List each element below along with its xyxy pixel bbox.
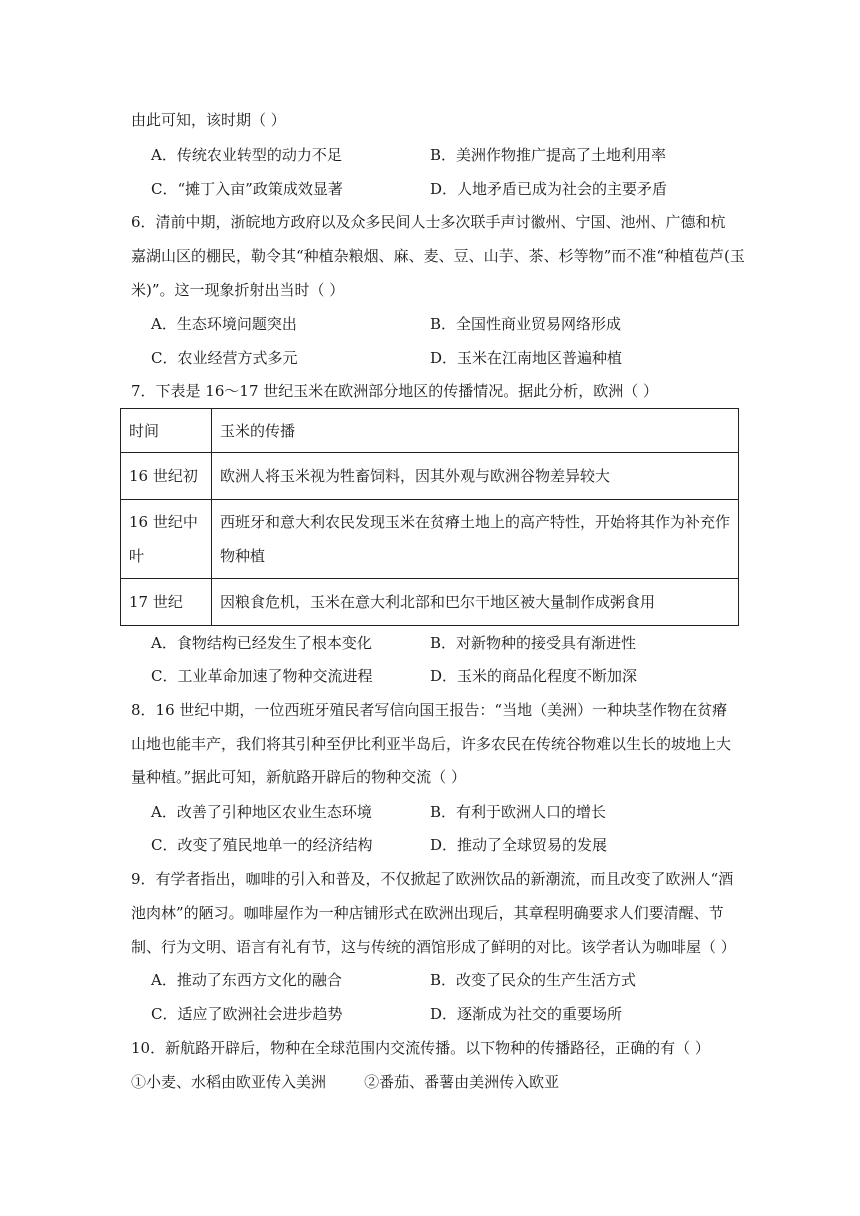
row3-content: 因粮食危机，玉米在意大利北部和巴尔干地区被大量制作成粥食用 [212, 579, 739, 626]
header-time: 时间 [121, 409, 212, 453]
q5-option-d: D．人地矛盾已成为社会的主要矛盾 [430, 180, 668, 198]
q10-items: ①小麦、水稻由欧亚传入美洲 ②番茄、番薯由美洲传入欧亚 [131, 1073, 560, 1091]
q6-option-a: A．生态环境问题突出 [151, 315, 297, 333]
row2-content [212, 500, 739, 579]
q9-option-b: B．改变了民众的生产生活方式 [430, 971, 637, 989]
q7-table [120, 408, 739, 626]
q9-stem-line-1: 9．有学者指出，咖啡的引入和普及，不仅掀起了欧洲饮品的新潮流，而且改变了欧洲人“酒 [131, 870, 734, 888]
q8-option-d: D．推动了全球贸易的发展 [430, 836, 608, 854]
table-header-row [121, 409, 739, 453]
q6-option-d: D．玉米在江南地区普遍种植 [430, 349, 623, 367]
table-row [121, 453, 739, 500]
q6-option-b: B．全国性商业贸易网络形成 [430, 315, 622, 333]
q6-stem-line-3: 米)”。这一现象折射出当时（ ） [131, 281, 345, 299]
q10-stem: 10．新航路开辟后，物种在全球范围内交流传播。以下物种的传播路径，正确的有（ ） [131, 1039, 710, 1057]
q5-option-c: C．“摊丁入亩”政策成效显著 [151, 180, 343, 198]
q8-stem-line-1: 8．16 世纪中期，一位西班牙殖民者写信向国王报告：“当地（美洲）一种块茎作物在贫瘠 [131, 701, 728, 719]
q5-stem-tail: 由此可知，该时期（ ） [131, 111, 286, 129]
q9-stem-line-3: 制、行为文明、语言有礼有节，这与传统的酒馆形成了鲜明的对比。该学者认为咖啡屋（ ） [131, 938, 736, 956]
q9-stem-line-2: 池肉林”的陋习。咖啡屋作为一种店铺形式在欧洲出现后，其章程明确要求人们要清醒、节 [131, 904, 724, 922]
row2-time-line-1: 16 世纪中 [129, 513, 198, 531]
q7-option-a: A．食物结构已经发生了根本变化 [151, 634, 372, 652]
q7-stem: 7．下表是 16～17 世纪玉米在欧洲部分地区的传播情况。据此分析，欧洲（ ） [131, 382, 659, 400]
q9-option-c: C．适应了欧洲社会进步趋势 [151, 1005, 343, 1023]
q9-option-a: A．推动了东西方文化的融合 [151, 971, 342, 989]
row2-content-line-2: 物种植 [220, 547, 266, 565]
row1-content: 欧洲人将玉米视为牲畜饲料，因其外观与欧洲谷物差异较大 [212, 453, 739, 500]
row1-time: 16 世纪初 [121, 453, 212, 500]
row2-time [121, 500, 212, 579]
q7-option-d: D．玉米的商品化程度不断加深 [430, 667, 638, 685]
header-spread: 玉米的传播 [212, 409, 739, 453]
q6-stem-line-2: 嘉湖山区的棚民，勒令其“种植杂粮烟、麻、麦、豆、山芋、茶、杉等物”而不准“种植苞芦(玉 [131, 247, 745, 265]
q8-option-b: B．有利于欧洲人口的增长 [430, 803, 607, 821]
q5-option-b: B．美洲作物推广提高了土地利用率 [430, 146, 667, 164]
row2-time-line-2: 叶 [129, 547, 145, 565]
q8-option-c: C．改变了殖民地单一的经济结构 [151, 836, 373, 854]
q8-option-a: A．改善了引种地区农业生态环境 [151, 803, 372, 821]
q8-stem-line-3: 量种植。”据此可知，新航路开辟后的物种交流（ ） [131, 768, 466, 786]
row3-time: 17 世纪 [121, 579, 212, 626]
row2-content-line-1: 西班牙和意大利农民发现玉米在贫瘠土地上的高产特性，开始将其作为补充作 [220, 513, 731, 531]
q8-stem-line-2: 山地也能丰产，我们将其引种至伊比利亚半岛后，许多农民在传统谷物难以生长的坡地上大 [131, 735, 732, 753]
q5-option-a: A．传统农业转型的动力不足 [151, 146, 342, 164]
table-row [121, 500, 739, 579]
q6-option-c: C．农业经营方式多元 [151, 349, 298, 367]
q9-option-d: D．逐渐成为社交的重要场所 [430, 1005, 623, 1023]
q7-option-b: B．对新物种的接受具有渐进性 [430, 634, 637, 652]
q7-option-c: C．工业革命加速了物种交流进程 [151, 667, 373, 685]
table-row [121, 579, 739, 626]
q6-stem-line-1: 6．清前中期，浙皖地方政府以及众多民间人士多次联手声讨徽州、宁国、池州、广德和杭 [131, 213, 726, 231]
